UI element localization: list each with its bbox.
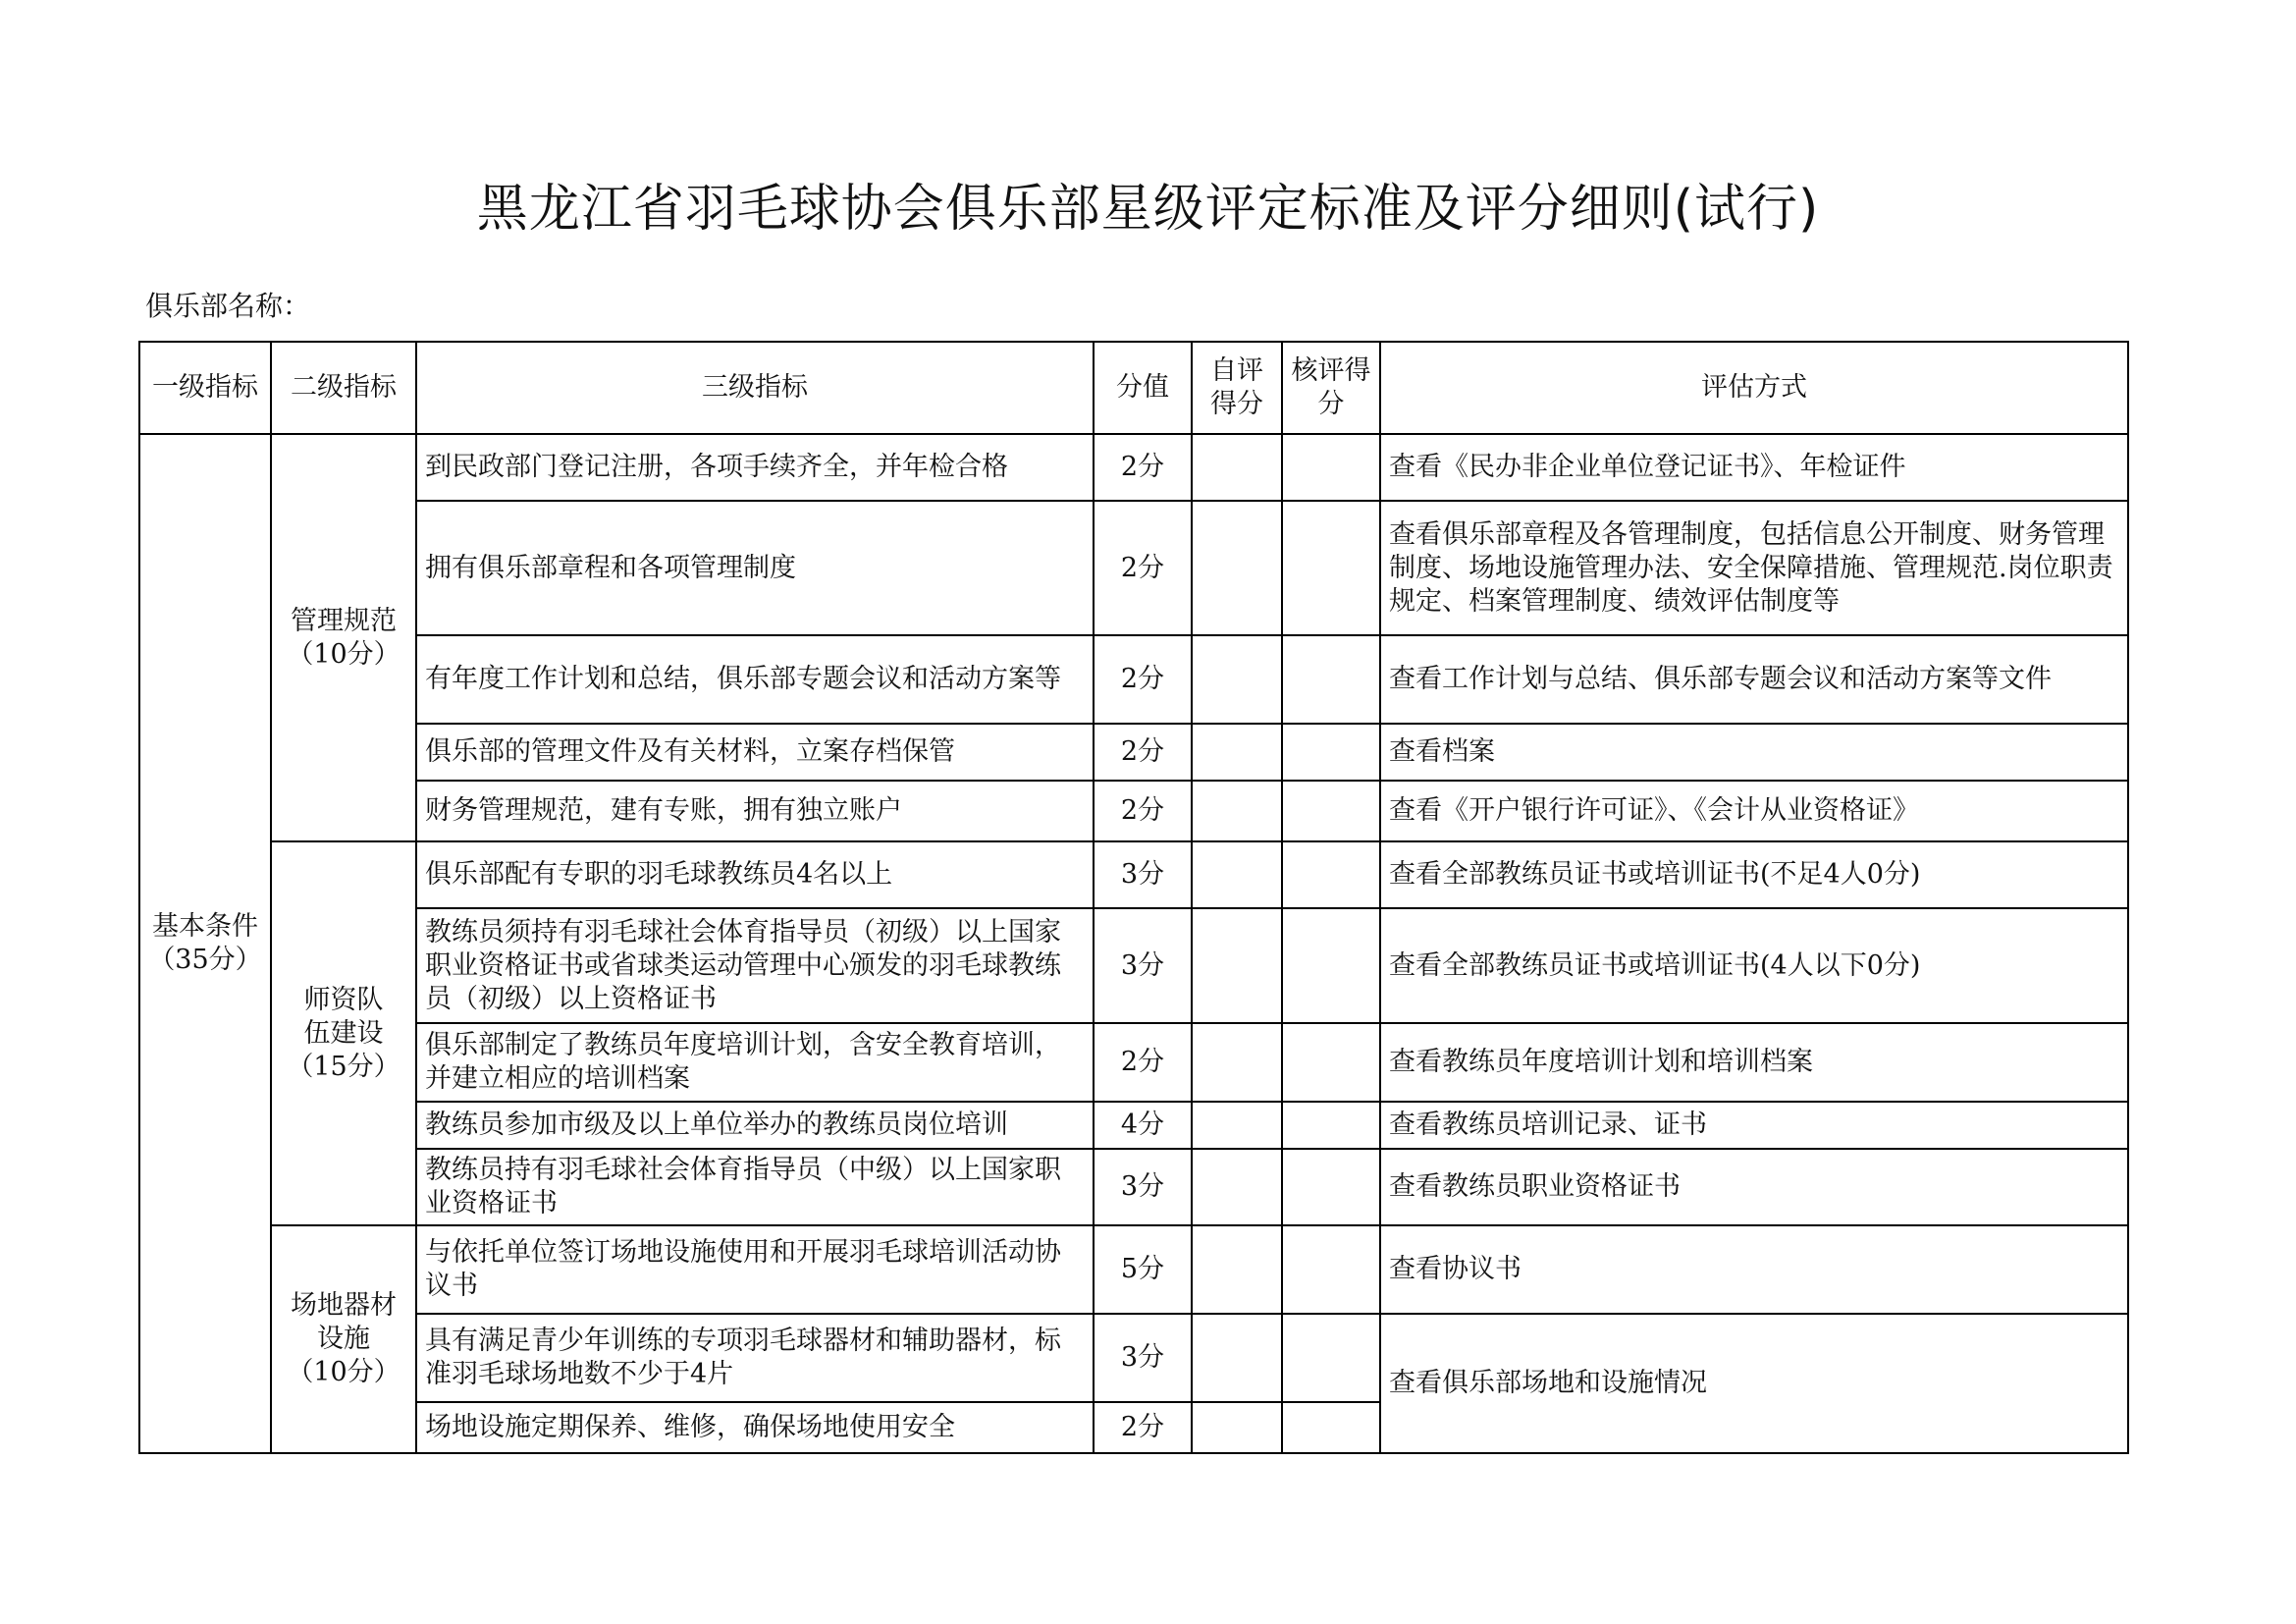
self-eval-cell[interactable]: [1192, 781, 1282, 841]
group-name: 场地器材设施: [291, 1290, 397, 1354]
method-cell: 查看教练员职业资格证书: [1380, 1149, 2128, 1225]
item-cell: 拥有俱乐部章程和各项管理制度: [416, 501, 1094, 635]
score-cell: 5分: [1094, 1225, 1192, 1314]
header-method: 评估方式: [1380, 342, 2128, 434]
method-cell: 查看俱乐部章程及各管理制度，包括信息公开制度、财务管理制度、场地设施管理办法、安全保障措施、管理规范.岗位职责规定、档案管理制度、绩效评估制度等: [1380, 501, 2128, 635]
method-cell: 查看俱乐部场地和设施情况: [1380, 1314, 2128, 1453]
score-cell: 2分: [1094, 781, 1192, 841]
item-cell: 教练员须持有羽毛球社会体育指导员（初级）以上国家职业资格证书或省球类运动管理中心颁发的羽毛球教练员（初级）以上资格证书: [416, 908, 1094, 1023]
table-row: [139, 1023, 2128, 1102]
score-cell: 2分: [1094, 1023, 1192, 1102]
check-eval-cell[interactable]: [1282, 1149, 1380, 1225]
item-cell: 财务管理规范，建有专账，拥有独立账户: [416, 781, 1094, 841]
self-eval-cell[interactable]: [1192, 434, 1282, 501]
group-cell-coaching-staff: [271, 841, 416, 1225]
level1-cell: [139, 434, 271, 1453]
score-cell: 2分: [1094, 1402, 1192, 1453]
self-eval-cell[interactable]: [1192, 635, 1282, 724]
method-cell: 查看工作计划与总结、俱乐部专题会议和活动方案等文件: [1380, 635, 2128, 724]
table-row: [139, 1102, 2128, 1149]
method-cell: 查看档案: [1380, 724, 2128, 781]
self-eval-cell[interactable]: [1192, 724, 1282, 781]
item-cell: 俱乐部的管理文件及有关材料，立案存档保管: [416, 724, 1094, 781]
item-cell: 教练员持有羽毛球社会体育指导员（中级）以上国家职业资格证书: [416, 1149, 1094, 1225]
self-eval-cell[interactable]: [1192, 841, 1282, 908]
item-cell: 场地设施定期保养、维修，确保场地使用安全: [416, 1402, 1094, 1453]
table-row: [139, 724, 2128, 781]
method-cell: 查看全部教练员证书或培训证书(不足4人0分): [1380, 841, 2128, 908]
score-cell: 3分: [1094, 841, 1192, 908]
self-eval-cell[interactable]: [1192, 1402, 1282, 1453]
item-cell: 与依托单位签订场地设施使用和开展羽毛球培训活动协议书: [416, 1225, 1094, 1314]
table-row: [139, 434, 2128, 501]
rating-table: [138, 341, 2129, 1454]
check-eval-cell[interactable]: [1282, 841, 1380, 908]
group-name: 管理规范: [291, 605, 397, 636]
check-eval-cell[interactable]: [1282, 1225, 1380, 1314]
table-row: [139, 635, 2128, 724]
check-eval-cell[interactable]: [1282, 1402, 1380, 1453]
item-cell: 具有满足青少年训练的专项羽毛球器材和辅助器材，标准羽毛球场地数不少于4片: [416, 1314, 1094, 1402]
item-cell: 教练员参加市级及以上单位举办的教练员岗位培训: [416, 1102, 1094, 1149]
method-cell: 查看全部教练员证书或培训证书(4人以下0分): [1380, 908, 2128, 1023]
self-eval-cell[interactable]: [1192, 501, 1282, 635]
table-row: [139, 501, 2128, 635]
table-row: [139, 841, 2128, 908]
item-cell: 俱乐部配有专职的羽毛球教练员4名以上: [416, 841, 1094, 908]
self-eval-cell[interactable]: [1192, 1023, 1282, 1102]
level1-score: （35分）: [148, 945, 262, 975]
group-name: 师资队伍建设: [303, 984, 384, 1049]
score-cell: 2分: [1094, 501, 1192, 635]
check-eval-cell[interactable]: [1282, 635, 1380, 724]
check-eval-cell[interactable]: [1282, 434, 1380, 501]
self-eval-cell[interactable]: [1192, 908, 1282, 1023]
self-eval-cell[interactable]: [1192, 1314, 1282, 1402]
score-cell: 3分: [1094, 908, 1192, 1023]
score-cell: 4分: [1094, 1102, 1192, 1149]
method-cell: 查看教练员年度培训计划和培训档案: [1380, 1023, 2128, 1102]
table-row: [139, 1149, 2128, 1225]
item-cell: 有年度工作计划和总结，俱乐部专题会议和活动方案等: [416, 635, 1094, 724]
item-cell: 到民政部门登记注册，各项手续齐全，并年检合格: [416, 434, 1094, 501]
club-name-label: 俱乐部名称：: [145, 290, 311, 322]
check-eval-cell[interactable]: [1282, 724, 1380, 781]
header-self-eval: 自评得分: [1192, 342, 1282, 434]
group-score: （10分）: [287, 1357, 400, 1387]
check-eval-cell[interactable]: [1282, 501, 1380, 635]
score-cell: 2分: [1094, 724, 1192, 781]
group-cell-management: [271, 434, 416, 841]
score-cell: 3分: [1094, 1314, 1192, 1402]
check-eval-cell[interactable]: [1282, 1023, 1380, 1102]
score-cell: 3分: [1094, 1149, 1192, 1225]
method-cell: 查看《开户银行许可证》、《会计从业资格证》: [1380, 781, 2128, 841]
table-row: [139, 1225, 2128, 1314]
check-eval-cell[interactable]: [1282, 1314, 1380, 1402]
page-title: 黑龙江省羽毛球协会俱乐部星级评定标准及评分细则(试行): [476, 180, 1820, 239]
table-row: [139, 908, 2128, 1023]
group-cell-venue-equipment: [271, 1225, 416, 1453]
self-eval-cell[interactable]: [1192, 1102, 1282, 1149]
header-level2: 二级指标: [271, 342, 416, 434]
group-score: （15分）: [287, 1051, 400, 1082]
group-score: （10分）: [287, 638, 400, 670]
method-cell: 查看协议书: [1380, 1225, 2128, 1314]
header-level1: 一级指标: [139, 342, 271, 434]
check-eval-cell[interactable]: [1282, 781, 1380, 841]
check-eval-cell[interactable]: [1282, 1102, 1380, 1149]
table-row: [139, 1314, 2128, 1402]
table-row: [139, 781, 2128, 841]
score-cell: 2分: [1094, 434, 1192, 501]
table-header-row: [139, 342, 2128, 434]
self-eval-cell[interactable]: [1192, 1149, 1282, 1225]
method-cell: 查看教练员培训记录、证书: [1380, 1102, 2128, 1149]
self-eval-cell[interactable]: [1192, 1225, 1282, 1314]
level1-name: 基本条件: [152, 911, 258, 942]
check-eval-cell[interactable]: [1282, 908, 1380, 1023]
score-cell: 2分: [1094, 635, 1192, 724]
header-check-eval: 核评得分: [1282, 342, 1380, 434]
header-score: 分值: [1094, 342, 1192, 434]
item-cell: 俱乐部制定了教练员年度培训计划，含安全教育培训，并建立相应的培训档案: [416, 1023, 1094, 1102]
method-cell: 查看《民办非企业单位登记证书》、年检证件: [1380, 434, 2128, 501]
header-level3: 三级指标: [416, 342, 1094, 434]
